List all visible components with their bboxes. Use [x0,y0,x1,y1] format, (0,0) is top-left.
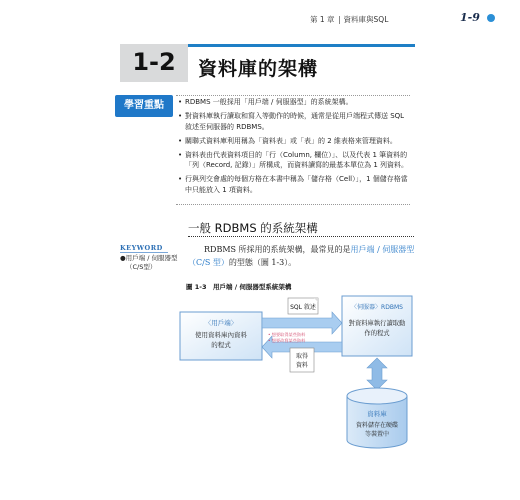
keyword-item-line2: （C/S型） [126,263,157,271]
figure-caption: 圖 1-3 用戶端 / 伺服器型系統架構 [186,283,292,291]
title-rule [187,44,415,47]
page-number: 1-9 [460,11,480,24]
key-point-item: • 關聯式資料庫利用稱為「資料表」或「表」的 2 維表格來管理資料。 [178,136,410,147]
keyword-label: KEYWORD [120,244,163,252]
key-point-item: • RDBMS 一般採用「用戶端 / 伺服器型」的系統架構。 [178,97,410,108]
body-paragraph [188,243,416,269]
request-bullet-2: • 想要改寫某些資料 [268,338,306,343]
key-point-item: • 對資料庫執行讀取和寫入等動作的時候，通常是從用戶端程式傳送 SQL 敘述至伺服器的 RDBMS。 [178,111,410,132]
keyword-item [120,254,180,272]
keyword-rule [120,252,168,253]
server-desc-line2: 作的程式 [364,330,390,337]
database-top [347,388,407,404]
request-bullet-1: • 想要取得某些資料 [268,332,306,337]
db-desc-line1: 資料儲存在硬碟 [355,422,399,429]
db-link-arrow [367,358,387,390]
body-highlight: 用戶端 / 伺服器型（C/S 型） [188,245,415,267]
server-title: 〈伺服器〉RDBMS [351,304,403,311]
key-point-item: • 行與列交會處的每個方格在本書中稱為「儲存格（Cell）」，1 個儲存格當中只能放入 1 項資料。 [178,174,410,195]
fetch-note-line1: 取得 [295,353,309,360]
db-title: 資料庫 [367,410,387,418]
subsection-rule [188,236,414,237]
subsection-title: 一般 RDBMS 的系統架構 [188,221,318,235]
fetch-note-line2: 資料 [295,362,309,369]
page-dot-icon [487,14,495,22]
architecture-diagram [176,290,416,490]
client-title: 〈用戶端〉 [204,319,238,327]
chapter-title: 資料庫與SQL [343,15,389,24]
section-number: 1-2 [132,48,176,76]
key-point-item: • 資料表由代表資料項目的「行（Column, 欄位）」、以及代表 1 筆資料的「列（Record, 記錄）」所構成，而資料讀寫的最基本單位為 1 列資料。 [178,150,410,171]
keyword-item-line1: ●用戶端 / 伺服器型 [120,254,178,262]
header-divider [339,16,340,24]
body-text-pre: RDBMS 所採用的系統架構，最常見的是 [204,245,351,254]
server-desc-line1: 對資料庫執行讀取動 [348,320,406,327]
key-points-badge: 學習重點 [115,95,173,117]
client-desc-line1: 使用資料庫內資料 [195,331,247,339]
body-text-post: 的型態（圖 1-3）。 [228,258,297,267]
running-header [310,14,388,25]
sql-note-text: SQL 敘述 [290,304,316,311]
client-desc-line2: 的程式 [211,341,231,349]
section-title: 資料庫的架構 [198,58,319,80]
key-points-list [178,97,410,199]
request-arrow [262,312,342,334]
chapter-number: 第 1 章 [310,15,335,24]
db-desc-line2: 等裝置中 [364,431,390,438]
